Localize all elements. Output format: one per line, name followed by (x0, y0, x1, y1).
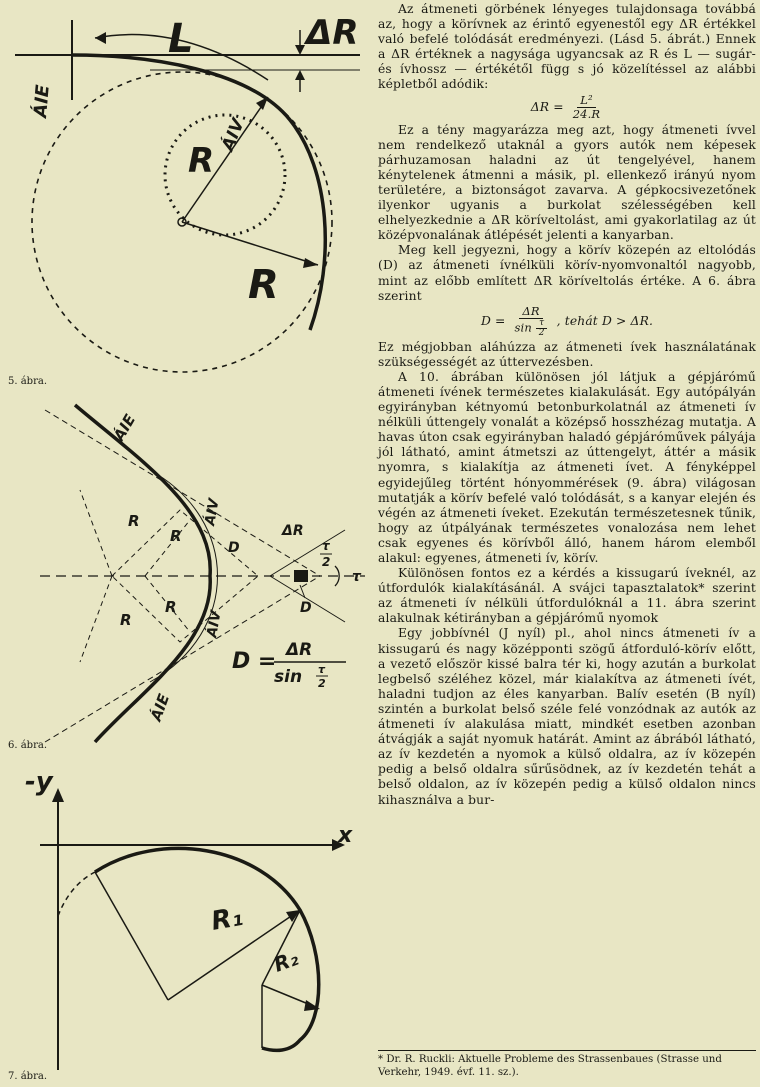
formula-2-fraction (511, 305, 550, 338)
label-d-inner: D (228, 540, 240, 556)
label-aie-top: ÁIE (109, 411, 140, 444)
radius-arrowhead-outer (303, 258, 318, 268)
figure-5 (0, 0, 370, 380)
label-aie-bottom: ÁIE (146, 691, 174, 724)
paragraph-5: A 10. ábrában különösen jól látjuk a gépjárómű átmeneti ívének természetes kialakulását. Egy autópályán egyirányban kétnyomú betonburkolatnál az átmeneti ív nélküli úttengely vonalát a középső hosszhézag mutatja. A havas úton csak egyirányban haladó gépjáróművek pályája jól látható, amint átmetszi az úttengelyt, áttér a másik nyomra, s kialakítja az átmeneti ívet. A fényképpel egyidejűleg történt hónyommérések (9. ábra) világosan mutatják a körív befelé való tolódását, s a kanyar elején és végén az átmeneti íveket. Ezekután természetesnek tűnik, hogy az útpályának természetes vonalozása nem lehet csak egyenes és körívből álló, hanem három elemből alakul: egyenes, átmeneti ív, körív. (378, 369, 756, 565)
tangent-upper (45, 410, 320, 576)
label-x: x (338, 823, 353, 848)
paragraph-4: Ez mégjobban aláhúzza az átmeneti ívek használatának szükségességét az úttervezésben. (378, 339, 756, 369)
r1-line-a (95, 872, 168, 1000)
paragraph-3: Meg kell jegyezni, hogy a körív közepén az eltolódás (D) az átmeneti ívnélküli körív-nyomvonaltól nagyobb, mint az előbb említett ΔR köríveltolás értéke. A 6. ábra szerint (378, 243, 756, 303)
fig6-formula-lhs: D = (232, 649, 277, 674)
main-curve (75, 405, 210, 742)
formula-2-rhs: , tehát D > ΔR. (556, 313, 654, 328)
radius-line-outer (182, 222, 318, 265)
fig6-formula-two: 2 (318, 677, 326, 690)
formula-d (378, 305, 756, 338)
formula-1-lhs: ΔR = (530, 99, 564, 114)
label-r-1: R (128, 512, 140, 530)
construction-line-1 (80, 490, 112, 576)
formula-2-sin: sin (514, 320, 532, 335)
footnote: * Dr. R. Ruckli: Aktuelle Probleme des Strassenbaues (Strasse und Verkehr, 1949. évf. 11. sz.). (378, 1050, 756, 1079)
formula-2-denominator (511, 319, 550, 338)
tangent-lower (45, 576, 320, 742)
label-aiv-top: ÁIV (202, 497, 223, 527)
label-aiv: ÁIV (218, 116, 249, 154)
fig6-formula-sin: sin (274, 667, 303, 687)
label-tau: τ (352, 569, 361, 585)
delta-r-arrowhead-bottom (295, 70, 305, 80)
formula-2-tau: τ (536, 319, 547, 329)
label-neg-y: -y (25, 767, 53, 797)
label-delta-r: ΔR (282, 523, 304, 539)
label-l: L (168, 16, 194, 62)
figure-6-caption: 6. ábra. (8, 740, 48, 751)
figure-7-caption: 7. ábra. (8, 1071, 48, 1082)
label-r-2: R (170, 527, 182, 545)
label-delta-r: ΔR (306, 13, 359, 53)
label-tau-half-num: τ (322, 539, 330, 553)
formula-1-fraction (570, 94, 604, 121)
transition-curve (72, 55, 325, 330)
text-column (378, 2, 756, 808)
construction-line-3 (145, 520, 190, 576)
formula-2-tau-fraction (536, 319, 548, 338)
paragraph-1: Az átmeneti görbének lényeges tulajdonsaga továbbá az, hogy a körívnek az érintő egyenestől egy ΔR értékkel való befelé tolódását eredményezi. (Lásd 5. ábrát.) Ennek a ΔR értéknek a nagysága ugyancsak az R és L — sugár- és ívhossz — értékétől függ s jó közelítéssel az alábbi képletből adódik: (378, 2, 756, 92)
figure-7-diagram (0, 760, 370, 1080)
fig6-formula-tau: τ (318, 663, 326, 676)
paragraph-6: Különösen fontos ez a kérdés a kissugarú íveknél, az útfordulók kialakításánál. A svájci tapasztalatok* szerint az átmeneti ív nélküli útfordulóknál a 11. ábra szerint alakulnak kétirányban a gépjárómű nyomok (378, 566, 756, 626)
figure-6 (0, 400, 370, 745)
paragraph-7: Egy jobbívnél (J nyíl) pl., ahol nincs átmeneti ív a kissugarú és nagy középponti szögű átforduló-körív előtt, a vezető először kissé balra tér ki, hogy azután a burkolat legbelső széléhez közel, már kialakítva az átmeneti ívét, haladni tudjon az éles kanyarban. Balív esetén (B nyíl) szintén a burkolat belső széle felé vonzódnak az autók az átmeneti ív alakulása miatt, mindkét esetben azonban átvágják a saját nyomuk határát. Amint az ábrából látható, az ív kezdetén a nyomok a külső oldalra, az ív közepén pedig a belső oldalra sűrűsödnek, az ív kezdetén tehát a belső oldalon, az ív közepén pedig a külső oldalon nincs kihasználva a bur- (378, 626, 756, 807)
l-arrowhead (95, 32, 106, 44)
vertex-marker (294, 570, 308, 582)
r1-arrowhead (286, 910, 300, 922)
construction-line-2 (80, 576, 112, 662)
label-tau-half-den: 2 (322, 555, 331, 569)
figure-7 (0, 760, 370, 1080)
formula-2-two: 2 (538, 327, 545, 338)
label-aiv-bottom: ÁIV (204, 609, 225, 639)
label-r-3: R (165, 598, 177, 616)
dashed-start (58, 872, 95, 916)
figure-5-diagram (0, 0, 370, 380)
label-r1: R₁ (209, 901, 246, 937)
label-d-outer: D (300, 600, 312, 616)
figure-5-caption: 5. ábra. (8, 376, 48, 387)
formula-2-lhs: D = (480, 313, 506, 328)
formula-2-numerator: ΔR (519, 305, 542, 319)
formula-delta-r (378, 94, 756, 121)
paragraph-2: Ez a tény magyarázza meg azt, hogy átmeneti ívvel nem rendelkező utaknál a gyors autók nem képesek párhuzamosan haladni az út tengelyével, hanem kénytelenek átmenni a másik, pl. ellenkező irányú nyom területére, a biztonságot zavarva. A gépkocsivezetőnek ilyenkor ugyanis a burkolat szélességében kell elhelyezkednie a ΔR köríveltolást, ami gyakorlatilag az út középvonalának átlépését jelenti a kanyarban. (378, 122, 756, 243)
fig6-formula-num: ΔR (286, 640, 313, 660)
label-r-inner: R (188, 141, 215, 181)
label-r2: R₂ (270, 945, 302, 977)
delta-r-arrowhead-top (295, 45, 305, 55)
label-r-outer: R (248, 262, 279, 308)
y-axis-arrowhead (52, 788, 64, 802)
formula-1-numerator: L² (577, 94, 596, 108)
figure-6-diagram (0, 400, 370, 745)
radius-arrowhead-inner (256, 97, 268, 110)
formula-1-denominator: 24.R (572, 106, 601, 121)
label-aie: ÁIE (30, 83, 54, 119)
label-r-4: R (120, 611, 132, 629)
